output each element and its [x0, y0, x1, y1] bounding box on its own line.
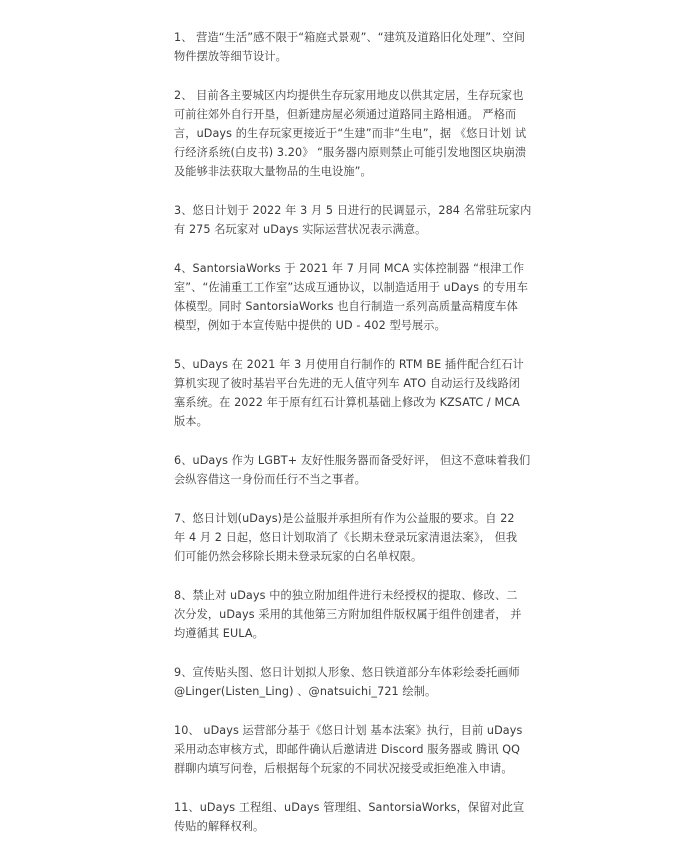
note-paragraph-9 [174, 663, 520, 701]
note-line: 会纵容借这一身份而任行不当之事者。 [174, 473, 366, 486]
note-line: 次分发，uDays 采用的其他第三方附加组件版权属于组件创建者， 并 [174, 608, 522, 621]
note-line: 算机实现了彼时基岩平台先进的无人值守列车 ATO 自动运行及线路闭 [174, 377, 521, 390]
note-line: 10、 uDays 运营部分基于《悠日计划 基本法案》执行，目前 uDays [174, 724, 523, 737]
note-line: 及能够非法获取大量物品的生电设施”。 [174, 165, 372, 178]
note-line: 物件摆放等细节设计。 [174, 50, 287, 63]
note-line: 行经济系统(白皮书) 3.20》 “服务器内原则禁止可能引发地图区块崩溃 [174, 146, 527, 159]
note-line: 8、禁止对 uDays 中的独立附加组件进行未经授权的提取、修改、二 [174, 589, 518, 602]
note-line: 11、uDays 工程组、uDays 管理组、SantorsiaWorks，保留对此宣 [174, 801, 525, 814]
note-line: 2、 目前各主要城区内均提供生存玩家用地皮以供其定居，生存玩家也 [174, 89, 524, 102]
note-line: 5、uDays 在 2021 年 3 月使用自行制作的 RTM BE 插件配合红石计 [174, 358, 524, 371]
note-line: @Linger(Listen_Ling) 、@natsuichi_721 绘制。 [174, 685, 437, 698]
note-paragraph-11 [174, 798, 525, 836]
note-paragraph-2 [174, 86, 527, 181]
note-line: 可前往郊外自行开垦，但新建房屋必须通过道路同主路相通。 严格而 [174, 108, 517, 121]
note-line: 7、悠日计划(uDays)是公益服并承担所有作为公益服的要求。自 22 [174, 512, 515, 525]
note-line: 版本。 [174, 415, 208, 428]
note-paragraph-8 [174, 586, 522, 643]
note-line: 传贴的解释权利。 [174, 820, 265, 833]
note-line: 模型，例如于本宣传贴中提供的 UD - 402 型号展示。 [174, 319, 446, 332]
notes-list [174, 28, 532, 856]
note-line: 塞系统。在 2022 年于原有红石计算机基础上修改为 KZSATC / MCA [174, 396, 520, 409]
note-line: 1、 营造“生活”感不限于“箱庭式景观”、“建筑及道路旧化处理”、空间 [174, 31, 526, 44]
note-paragraph-10 [174, 721, 523, 778]
note-line: 3、悠日计划于 2022 年 3 月 5 日进行的民调显示，284 名常驻玩家内 [174, 204, 532, 217]
note-line: 言，uDays 的生存玩家更接近于“生建”而非“生电”，据 《悠日计划 试 [174, 127, 527, 140]
note-line: 有 275 名玩家对 uDays 实际运营状况表示满意。 [174, 223, 427, 236]
note-line: 4、SantorsiaWorks 于 2021 年 7 月同 MCA 实体控制器 “根津工作 [174, 262, 525, 275]
note-paragraph-3 [174, 201, 532, 239]
note-paragraph-1 [174, 28, 526, 66]
note-line: 采用动态审核方式，即邮件确认后邀请进 Discord 服务器或 腾讯 QQ [174, 743, 521, 756]
note-paragraph-7 [174, 509, 516, 566]
note-line: 群聊内填写问卷，后根据每个玩家的不同状况接受或拒绝准入申请。 [174, 762, 513, 775]
note-line: 均遵循其 EULA。 [174, 627, 264, 640]
note-line: 室”、“佐浦重工工作室”达成互通协议，以制造适用于 uDays 的专用车 [174, 281, 528, 294]
note-line: 们可能仍然会移除长期未登录玩家的白名单权限。 [174, 550, 423, 563]
note-line: 6、uDays 作为 LGBT+ 友好性服务器而备受好评， 但这不意味着我们 [174, 454, 531, 467]
note-line: 9、宣传贴头图、悠日计划拟人形象、悠日铁道部分车体彩绘委托画师 [174, 666, 520, 679]
note-paragraph-5 [174, 355, 524, 431]
note-line: 体模型。同时 SantorsiaWorks 也自行制造一系列高质量高精度车体 [174, 300, 518, 313]
note-paragraph-4 [174, 259, 528, 335]
note-paragraph-6 [174, 451, 531, 489]
note-line: 年 4 月 2 日起，悠日计划取消了《长期未登录玩家清退法案》， 但我 [174, 531, 518, 544]
